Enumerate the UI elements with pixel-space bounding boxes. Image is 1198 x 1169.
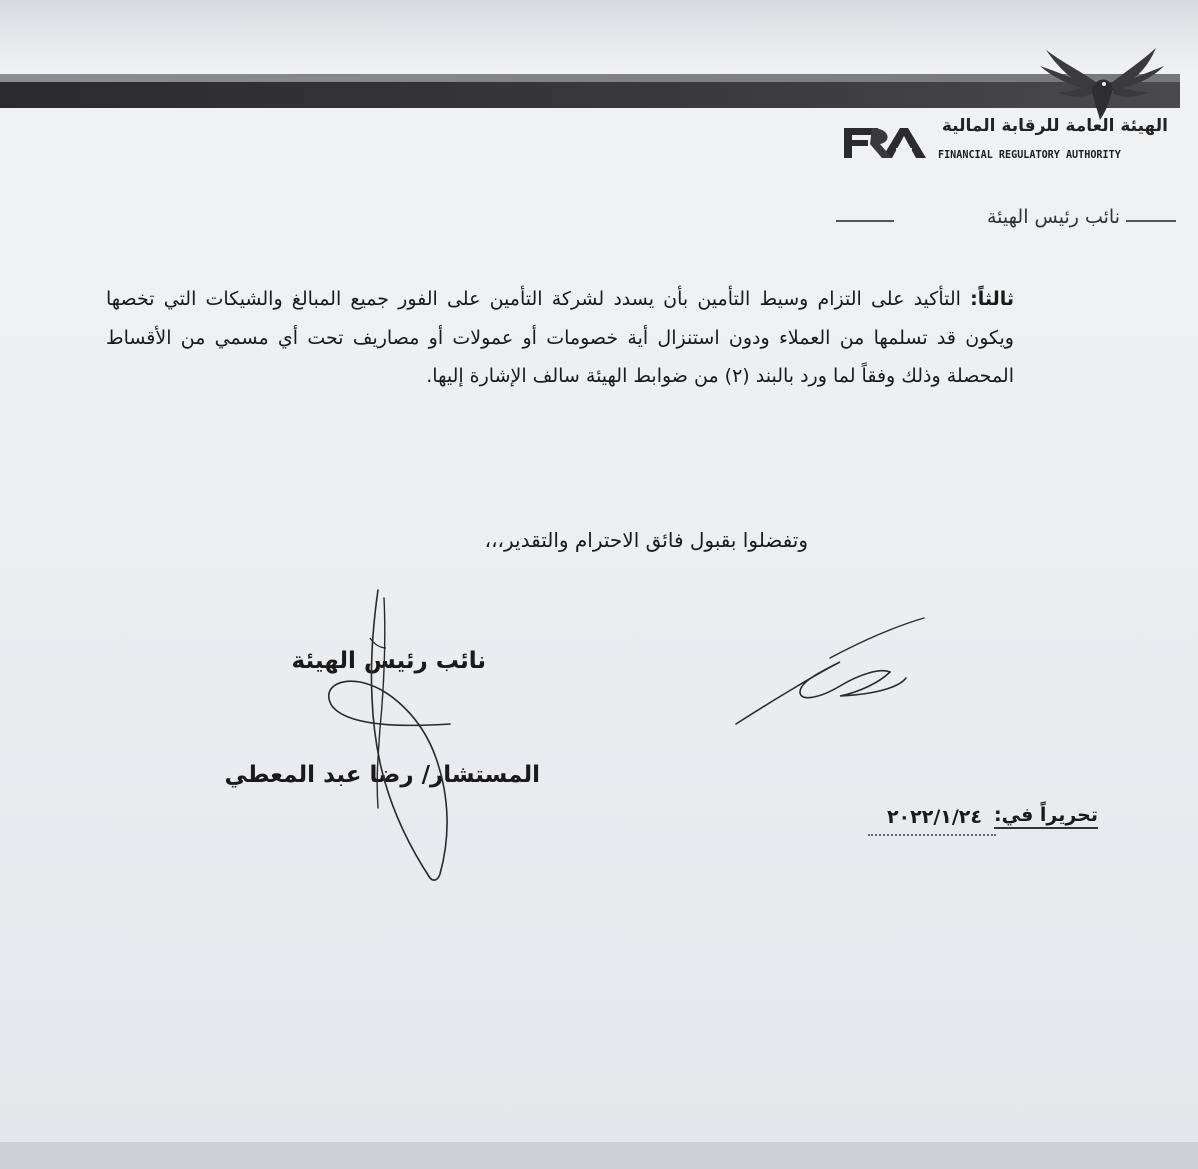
page-shadow-bottom — [0, 1142, 1198, 1169]
date-dotted-line — [868, 834, 996, 836]
fra-monogram-icon — [842, 122, 934, 160]
closing-line: وتفضلوا بقبول فائق الاحترام والتقدير،،، — [484, 528, 808, 552]
header-title: نائب رئيس الهيئة — [987, 206, 1120, 228]
title-dash-left — [836, 220, 894, 222]
title-dash-right — [1126, 220, 1176, 222]
header-rule-light — [0, 74, 1180, 82]
signatory-name: المستشار/ رضا عبد المعطي — [224, 762, 540, 788]
signatory-title: نائب رئيس الهيئة — [291, 648, 486, 674]
header-rule-dark — [0, 82, 1180, 108]
eagle-logo-icon — [1028, 44, 1168, 122]
body-paragraph — [106, 280, 1014, 396]
initial-signature — [730, 612, 930, 732]
date-label: تحريراً في: — [994, 804, 1098, 829]
clause-text: التأكيد على التزام وسيط التأمين بأن يسدد لشركة التأمين على الفور جميع المبالغ والشيكات التي تخصها ويكون قد تسلمها من العملاء ودون استنزال أية خصومات أو عمولات أو مصاريف تحت أي مسمي من الأقساط المحصلة وذلك وفقاً لما ورد بالبند (٢) من ضوابط الهيئة سالف الإشارة إليها. — [106, 288, 1014, 387]
clause-prefix: ثالثاً: — [970, 288, 1015, 310]
date-value: ٢٠٢٢/١/٢٤ — [886, 806, 982, 828]
handwritten-signature — [300, 578, 490, 898]
org-name-arabic: الهيئة العامة للرقابة المالية — [941, 116, 1168, 136]
scan-shadow — [0, 0, 1198, 70]
org-name-english: FINANCIAL REGULATORY AUTHORITY — [938, 148, 1121, 161]
